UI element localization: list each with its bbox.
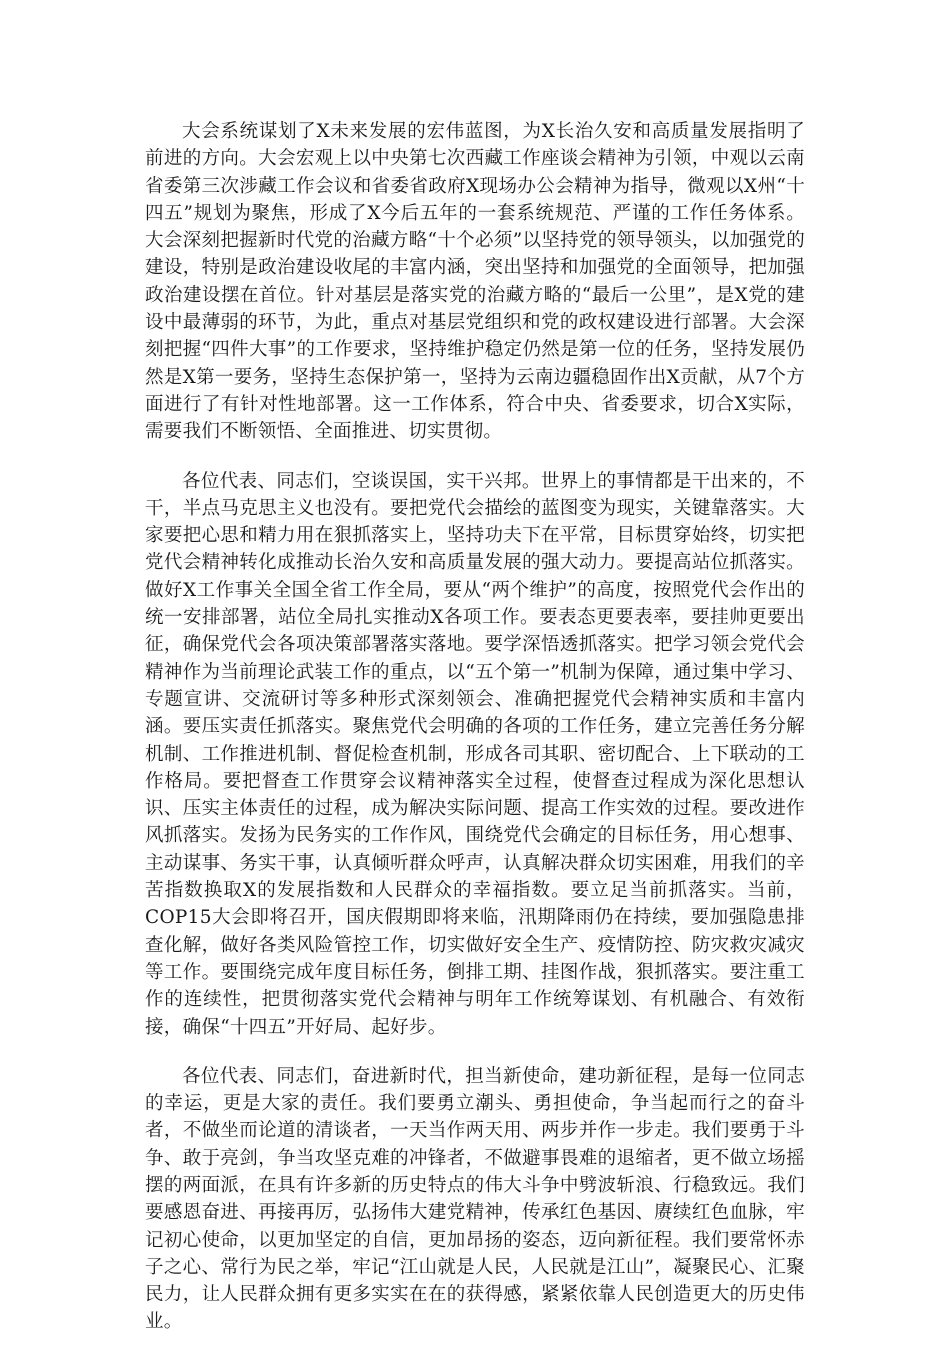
paragraph-implementation: 各位代表、同志们，空谈误国，实干兴邦。世界上的事情都是干出来的，不干，半点马克思主义也没有。要把党代会描绘的蓝图变为现实，关键靠落实。大家要把心思和精力用在狠抓落实上，坚持功夫下在平常，目标贯穿始终，切实把党代会精神转化成推动长治久安和高质量发展的强大动力。要提高站位抓落实。做好X工作事关全国全省工作全局，要从“两个维护”的高度，按照党代会作出的统一安排部署，站位全局扎实推动X各项工作。要表态更要表率，要挂帅更要出征，确保党代会各项决策部署落实落地。要学深悟透抓落实。把学习领会党代会精神作为当前理论武装工作的重点，以“五个第一”机制为保障，通过集中学习、专题宣讲、交流研讨等多种形式深刻领会、准确把握党代会精神实质和丰富内涵。要压实责任抓落实。聚焦党代会明确的各项的工作任务，建立完善任务分解机制、工作推进机制、督促检查机制，形成各司其职、密切配合、上下联动的工作格局。要把督查工作贯穿会议精神落实全过程，使督查过程成为深化思想认识、压实主体责任的过程，成为解决实际问题、提高工作实效的过程。要改进作风抓落实。发扬为民务实的工作作风，围绕党代会确定的目标任务，用心想事、主动谋事、务实干事，认真倾听群众呼声，认真解决群众切实困难，用我们的辛苦指数换取X的发展指数和人民群众的幸福指数。要立足当前抓落实。当前，COP15大会即将召开，国庆假期即将来临，汛期降雨仍在持续，要加强隐患排查化解，做好各类风险管控工作，切实做好安全生产、疫情防控、防灾救灾减灾等工作。要围绕完成年度目标任务，倒排工期、挂图作战，狠抓落实。要注重工作的连续性，把贯彻落实党代会精神与明年工作统筹谋划、有机融合、有效衔接，确保“十四五”开好局、起好步。 xyxy=(145,470,805,1038)
paragraph-new-journey: 各位代表、同志们，奋进新时代，担当新使命，建功新征程，是每一位同志的幸运，更是大家的责任。我们要勇立潮头、勇担使命，争当起而行之的奋斗者，不做坐而论道的清谈者，一天当作两天用、两步并作一步走。我们要勇于斗争、敢于亮剑，争当攻坚克难的冲锋者，不做避事畏难的退缩者，更不做立场摇摆的两面派，在具有许多新的历史特点的伟大斗争中劈波斩浪、行稳致远。我们要感恩奋进、再接再厉，弘扬伟大建党精神，传承红色基因、赓续红色血脉，牢记初心使命，以更加坚定的自信，更加昂扬的姿态，迈向新征程。我们要常怀赤子之心、常行为民之举，牢记“江山就是人民，人民就是江山”，凝聚民心、汇聚民力，让人民群众拥有更多实实在在的获得感，紧紧依靠人民创造更大的历史伟业。 xyxy=(145,1065,805,1333)
document-body xyxy=(145,118,805,1358)
paragraph-blueprint: 大会系统谋划了X未来发展的宏伟蓝图，为X长治久安和高质量发展指明了前进的方向。大会宏观上以中央第七次西藏工作座谈会精神为引领，中观以云南省委第三次涉藏工作会议和省委省政府X现场办公会精神为指导，微观以X州“十四五”规划为聚焦，形成了X今后五年的一套系统规范、严谨的工作任务体系。大会深刻把握新时代党的治藏方略“十个必须”以坚持党的领导领头，以加强党的建设，特别是政治建设收尾的丰富内涵，突出坚持和加强党的全面领导，把加强政治建设摆在首位。针对基层是落实党的治藏方略的“最后一公里”，是X党的建设中最薄弱的环节，为此，重点对基层党组织和党的政权建设进行部署。大会深刻把握“四件大事”的工作要求，坚持维护稳定仍然是第一位的任务，坚持发展仍然是X第一要务，坚持生态保护第一，坚持为云南边疆稳固作出X贡献，从7个方面进行了有针对性地部署。这一工作体系，符合中央、省委要求，切合X实际，需要我们不断领悟、全面推进、切实贯彻。 xyxy=(145,121,805,443)
